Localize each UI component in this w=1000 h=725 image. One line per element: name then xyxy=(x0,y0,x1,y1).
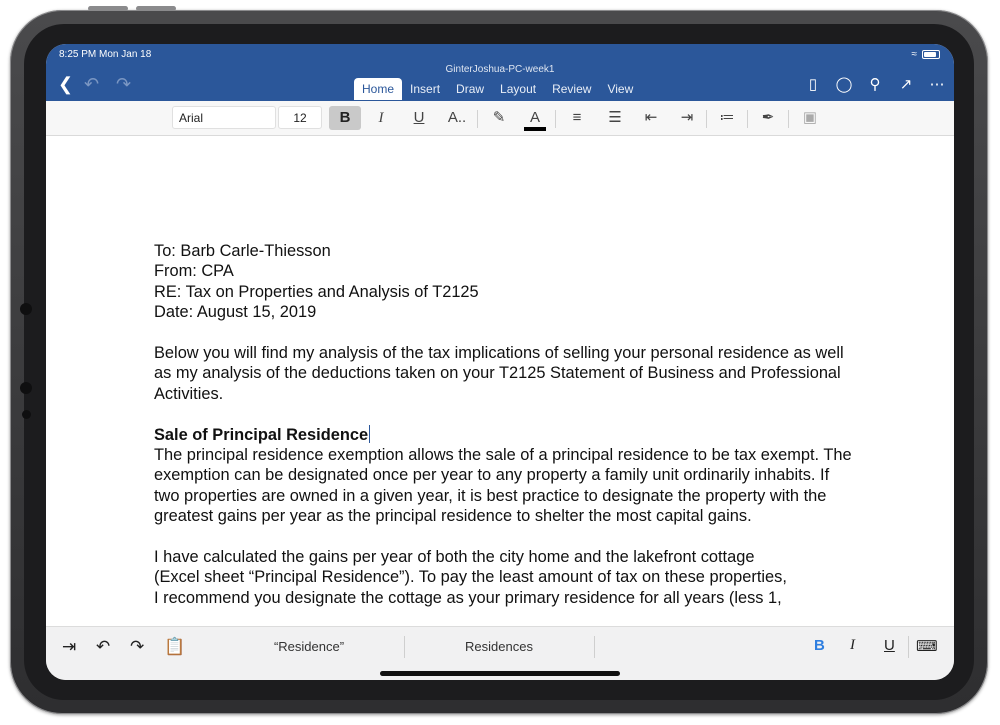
tab-review[interactable]: Review xyxy=(552,82,592,96)
memo-from-line: From: CPA xyxy=(154,262,234,281)
blank-line xyxy=(154,527,854,547)
kb-bold-button[interactable]: B xyxy=(814,637,825,654)
kb-underline-button[interactable]: U xyxy=(884,637,895,654)
tab-layout[interactable]: Layout xyxy=(500,82,537,96)
section-heading-wrap xyxy=(154,425,854,445)
power-button xyxy=(136,6,176,11)
status-time: 8:25 PM Mon Jan 18 xyxy=(59,49,152,60)
sensor-dot xyxy=(20,382,32,394)
toolbar-divider xyxy=(477,110,478,128)
tab-insert[interactable]: Insert xyxy=(410,82,441,96)
font-color-swatch xyxy=(524,127,546,131)
section-heading: Sale of Principal Residence xyxy=(154,425,369,444)
tab-home[interactable]: Home xyxy=(354,78,402,100)
toolbar-divider xyxy=(555,110,556,128)
home-indicator[interactable] xyxy=(380,671,620,676)
decrease-indent-icon[interactable]: ⇤ xyxy=(644,109,658,126)
memo-re-line: RE: Tax on Properties and Analysis of T2125 xyxy=(154,282,479,301)
tab-draw[interactable]: Draw xyxy=(456,82,485,96)
tab-key-icon[interactable]: ⇥ xyxy=(62,637,77,656)
bullet-list-icon[interactable]: ≡ xyxy=(572,109,582,126)
styles-icon[interactable]: ✒ xyxy=(761,109,775,126)
camera-dot xyxy=(20,303,32,315)
toolbar-divider xyxy=(706,110,707,128)
redo-icon[interactable]: ↷ xyxy=(116,74,132,94)
font-color-label: A xyxy=(529,109,540,126)
increase-indent-icon[interactable]: ⇥ xyxy=(680,109,694,126)
toolbar-divider xyxy=(747,110,748,128)
document-body[interactable] xyxy=(154,241,854,608)
text-cursor xyxy=(369,425,370,443)
lightbulb-icon[interactable]: ◯ xyxy=(835,76,853,93)
section-body: The principal residence exemption allows the sale of a principal residence to be tax exempt. The exemption can be designated once per year to any property a family unit ordinarily inhabits. If two properties are owned in a given year, it is best practice to designate the property with the greatest gains per year as the principal residence to shelter the most capital gains. xyxy=(154,446,852,526)
ribbon-actions xyxy=(804,75,946,93)
italic-button[interactable]: I xyxy=(378,110,384,126)
blank-line xyxy=(154,323,854,343)
highlighter-icon[interactable]: ✎ xyxy=(492,109,506,126)
paragraph-line: (Excel sheet “Principal Residence”). To pay the least amount of tax on these properties, xyxy=(154,568,787,587)
document-title: GinterJoshua-PC-week1 xyxy=(445,64,555,75)
battery-icon xyxy=(922,50,940,59)
sensor-dot-small xyxy=(22,410,31,419)
paste-icon[interactable]: 📋 xyxy=(164,637,186,656)
suggestion-2[interactable]: Residences xyxy=(465,639,533,654)
volume-button xyxy=(88,6,128,11)
text-effects-button[interactable]: A.. xyxy=(447,109,467,126)
suggestion-1[interactable]: “Residence” xyxy=(273,639,345,654)
numbered-list-icon[interactable]: ☰ xyxy=(608,109,622,126)
share-icon[interactable]: ↗ xyxy=(899,76,913,93)
paragraph-line: I recommend you designate the cottage as your primary residence for all years (less 1, xyxy=(154,588,782,607)
bold-button[interactable]: B xyxy=(329,106,361,130)
clear-formatting-icon[interactable]: ▣ xyxy=(802,109,818,126)
keyboard-icon[interactable]: ⌨ xyxy=(916,638,938,655)
underline-button[interactable]: U xyxy=(413,109,425,126)
redo-icon[interactable]: ↷ xyxy=(130,637,145,656)
suggestion-divider xyxy=(594,636,595,658)
memo-date-line: Date: August 15, 2019 xyxy=(154,303,317,322)
tab-view[interactable]: View xyxy=(607,82,634,96)
wifi-icon: ≈ xyxy=(911,49,917,60)
search-icon[interactable]: ⚲ xyxy=(869,76,881,93)
kb-italic-button[interactable]: I xyxy=(850,637,855,653)
formatting-toolbar xyxy=(46,101,954,136)
more-icon[interactable]: ⋯ xyxy=(929,76,945,93)
font-size-field[interactable]: 12 xyxy=(278,106,322,129)
font-name-field[interactable]: Arial xyxy=(172,106,276,129)
status-icons xyxy=(912,49,941,60)
screen xyxy=(46,44,954,680)
intro-paragraph: Below you will find my analysis of the tax implications of selling your personal residence as well as my analysis of the deductions taken on your T2125 Statement of Business and Professional Activities. xyxy=(154,344,844,403)
paragraph-line: I have calculated the gains per year of both the city home and the lakefront cottage xyxy=(154,548,755,567)
ribbon-tabs xyxy=(354,78,641,100)
undo-icon[interactable]: ↶ xyxy=(96,637,111,656)
kb-divider xyxy=(908,636,909,658)
ribbon xyxy=(46,44,954,101)
paragraph-format-icon[interactable]: ≔ xyxy=(719,109,735,126)
keyboard-shortcut-bar xyxy=(46,626,954,680)
back-icon[interactable]: ❮ xyxy=(58,74,74,94)
toolbar-divider xyxy=(788,110,789,128)
blank-line xyxy=(154,404,854,424)
mobile-view-icon[interactable]: ▯ xyxy=(808,76,818,93)
memo-to-line: To: Barb Carle-Thiesson xyxy=(154,242,331,260)
undo-icon[interactable]: ↶ xyxy=(84,74,100,94)
